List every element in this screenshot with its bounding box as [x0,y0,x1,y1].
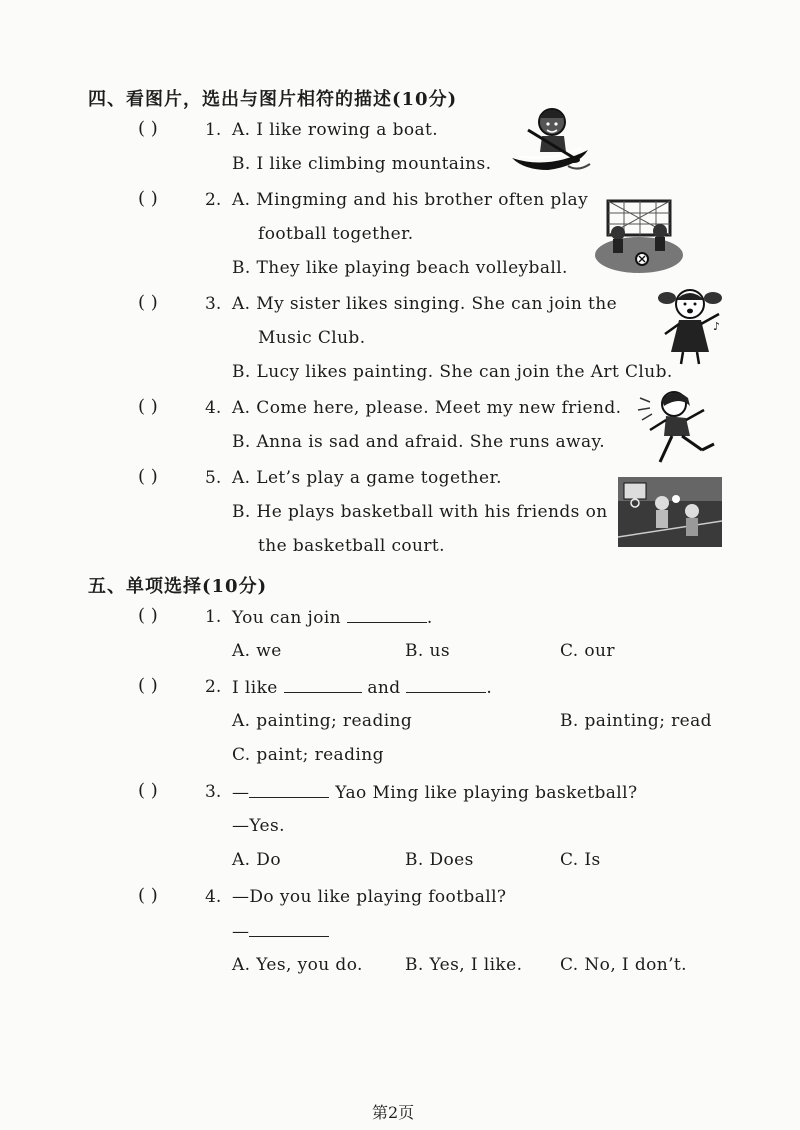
stem-text: You can join [232,608,342,628]
answer-bracket[interactable]: ( ) [138,605,158,626]
girl-singing-picture [655,282,725,366]
stem-text: Yao Ming like playing basketball? [335,783,638,803]
option-a: A. Let’s play a game together. [232,468,502,488]
section-4-title: 四、看图片，选出与图片相符的描述(10分) [88,89,458,110]
answer-bracket[interactable]: ( ) [138,292,158,313]
question-number: 5. [205,468,222,488]
option-c: C. our [560,641,615,661]
question-stem: —Do you like playing football? [232,887,507,907]
stem-text: and [367,678,401,698]
stem-text: — [232,783,250,803]
option-a: A. Yes, you do. [232,955,363,975]
option-a: A. we [232,641,282,661]
option-b: B. I like climbing mountains. [232,154,492,174]
fill-in-blank[interactable] [249,782,329,798]
question-stem [232,677,492,698]
option-a: A. Come here, please. Meet my new friend. [232,398,622,418]
question-number: 3. [205,294,222,314]
stem-text: . [426,608,433,628]
option-c: C. Is [560,850,601,870]
option-a: A. I like rowing a boat. [232,120,439,140]
question-stem [232,607,433,628]
option-b: B. Lucy likes painting. She can join the Art Club. [232,362,673,382]
reply-line: —Yes. [232,816,285,836]
question-number: 1. [205,607,222,627]
answer-bracket[interactable]: ( ) [138,188,158,209]
answer-bracket[interactable]: ( ) [138,466,158,487]
stem-text: — [232,922,250,942]
basketball-court-picture [618,477,722,547]
question-number: 1. [205,120,222,140]
option-b: B. Anna is sad and afraid. She runs away. [232,432,606,452]
section-5-title: 五、单项选择(10分) [88,576,268,597]
option-a: A. painting; reading [232,711,413,731]
question-number: 2. [205,677,222,697]
option-b: B. us [405,641,450,661]
girl-running-away-picture [636,384,720,470]
option-b: B. painting; read [560,711,712,731]
answer-bracket[interactable]: ( ) [138,118,158,139]
fill-in-blank[interactable] [284,677,362,693]
option-a: A. My sister likes singing. She can join the [232,294,618,314]
question-number: 2. [205,190,222,210]
option-b: B. He plays basketball with his friends on [232,502,608,522]
answer-bracket[interactable]: ( ) [138,396,158,417]
option-a: A. Do [232,850,281,870]
svg-text:♪: ♪ [713,320,721,333]
page-number: 第2页 [372,1103,415,1122]
option-b: B. Yes, I like. [405,955,523,975]
option-c: C. paint; reading [232,745,384,765]
answer-bracket[interactable]: ( ) [138,780,158,801]
answer-bracket[interactable]: ( ) [138,885,158,906]
stem-text: I like [232,678,278,698]
option-a: A. Mingming and his brother often play [232,190,589,210]
fill-in-blank[interactable] [347,607,427,623]
option-a-continued: football together. [258,224,414,244]
fill-in-blank[interactable] [249,921,329,937]
option-c: C. No, I don’t. [560,955,687,975]
fill-in-blank[interactable] [406,677,486,693]
question-number: 4. [205,887,222,907]
stem-text: . [486,678,493,698]
option-b: B. They like playing beach volleyball. [232,258,568,278]
answer-bracket[interactable]: ( ) [138,675,158,696]
boys-playing-football-picture [594,193,684,275]
question-number: 4. [205,398,222,418]
reply-line [232,921,329,942]
option-b-continued: the basketball court. [258,536,445,556]
option-b: B. Does [405,850,474,870]
question-number: 3. [205,782,222,802]
question-stem [232,782,638,803]
boy-rowing-boat-picture [508,100,592,180]
option-a-continued: Music Club. [258,328,366,348]
